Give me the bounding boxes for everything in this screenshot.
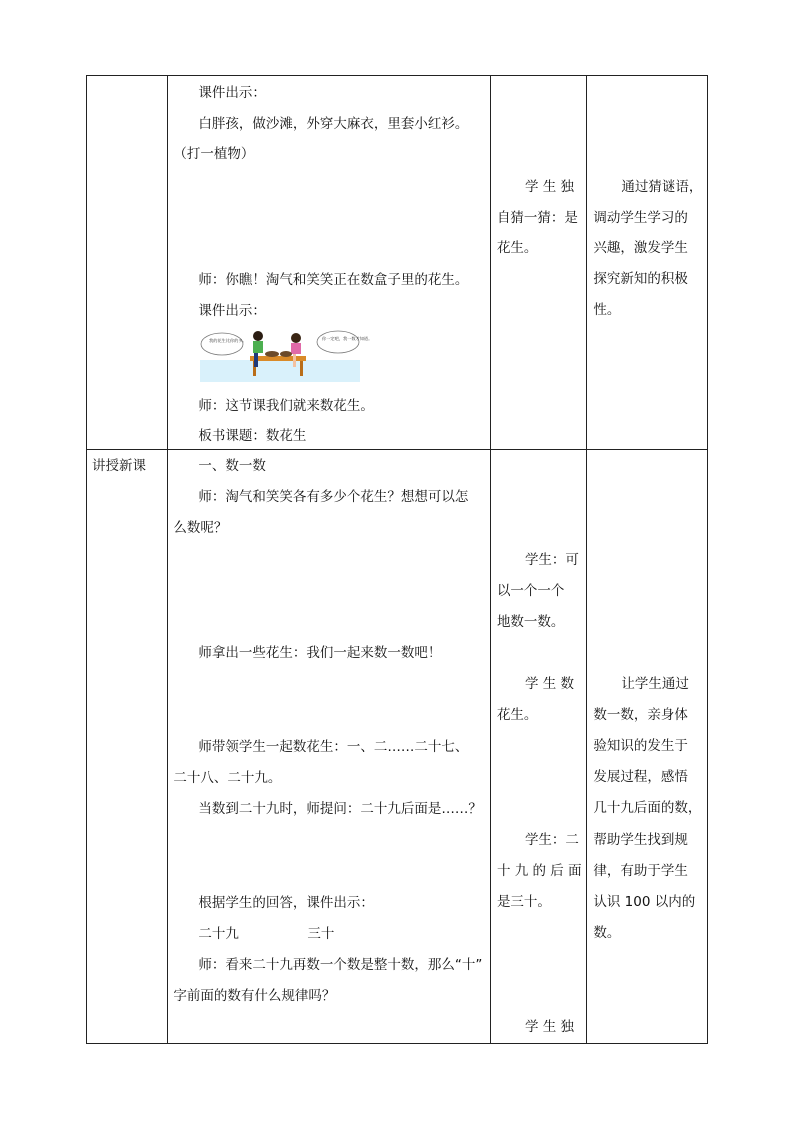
intent-text: 通过猜谜语， [621, 179, 703, 195]
text-line: 课件出示： [198, 303, 266, 319]
text-line: 课件出示： [198, 85, 266, 101]
floor-shape [200, 360, 360, 382]
intent-text: 调动学生学习的 [593, 210, 688, 226]
text-line: 师：看来二十九再数一个数是整十数，那么“十” [198, 957, 483, 973]
student-activity-cell [490, 76, 586, 450]
stage-cell [87, 450, 168, 1044]
boy-leg [254, 353, 258, 367]
intent-text: 律，有助于学生 [593, 863, 688, 879]
riddle-hint: （打一植物） [173, 146, 255, 162]
girl-body [291, 343, 301, 354]
bubble-right-text: 你一定吧，我一数才知道。 [322, 336, 373, 341]
text-line: 师拿出一些花生：我们一起来数一数吧！ [198, 645, 442, 661]
student-text: 学 生 独 [524, 179, 575, 195]
intent-text: 数一数，亲身体 [593, 707, 688, 723]
section-heading: 一、数一数 [198, 458, 266, 474]
teacher-activity-cell [168, 76, 491, 450]
text-line: 二十八、二十九。 [173, 770, 282, 786]
table-row [87, 76, 708, 450]
intent-text: 验知识的发生于 [593, 738, 688, 754]
intent-text: 让学生通过 [621, 676, 689, 692]
text-line: 当数到二十九时，师提问：二十九后面是……？ [198, 801, 482, 817]
intent-text: 几十九后面的数， [593, 800, 702, 816]
student-text: 花生。 [496, 707, 538, 723]
riddle-line: 白胖孩，做沙滩，外穿大麻衣，里套小红衫。 [198, 116, 469, 132]
intent-text: 性。 [593, 302, 621, 318]
girl-leg [293, 354, 296, 367]
intent-text: 帮助学生找到规 [593, 832, 688, 848]
peanut-box [280, 351, 292, 357]
lesson-title-line: 板书课题：数花生 [198, 428, 307, 444]
student-text: 花生。 [496, 240, 538, 256]
text-line: 根据学生的回答，课件出示： [198, 895, 374, 911]
student-text: 以一个一个 [496, 583, 565, 599]
intent-text: 探究新知的积极 [593, 271, 688, 287]
text-line: 师：淘气和笑笑各有多少个花生？想想可以怎 [198, 489, 469, 505]
student-text: 地数一数。 [496, 614, 565, 630]
counting-peanuts-illustration [200, 330, 373, 382]
girl-head [291, 333, 301, 343]
text-line: 师带领学生一起数花生：一、二……二十七、 [198, 739, 469, 755]
speech-bubble-left [201, 333, 243, 355]
peanut-box [265, 351, 279, 357]
table-row [87, 450, 708, 1044]
student-text: 学生：二 [524, 832, 579, 848]
bubble-left-text: 我的花生比你的多。 [209, 338, 248, 343]
student-text: 学生：可 [524, 552, 579, 568]
student-text: 学 生 数 [524, 676, 575, 692]
intent-text: 兴趣，激发学生 [593, 240, 688, 256]
intent-text: 认识 100 以内的 [593, 894, 696, 910]
boy-body [253, 341, 263, 353]
table-top [250, 356, 306, 361]
table-leg [300, 361, 303, 376]
student-text: 是三十。 [496, 894, 551, 910]
intent-text: 发展过程，感悟 [593, 769, 688, 785]
stage-label: 讲授新课 [92, 458, 146, 474]
student-activity-cell [490, 450, 586, 1044]
stage-cell [87, 76, 168, 450]
teacher-activity-cell [168, 450, 491, 1044]
design-intent-cell [587, 450, 708, 1044]
student-text: 十 九 的 后 面 [496, 863, 582, 879]
lesson-plan-table [86, 75, 708, 1044]
number-after: 三十 [307, 926, 335, 942]
text-line: 字前面的数有什么规律吗？ [173, 988, 336, 1004]
text-line: 么数呢？ [173, 520, 228, 536]
boy-head [253, 331, 263, 341]
design-intent-cell [587, 76, 708, 450]
student-text: 自猜一猜：是 [496, 210, 578, 226]
text-line: 师：你瞧！淘气和笑笑正在数盒子里的花生。 [198, 272, 469, 288]
text-line: 师：这节课我们就来数花生。 [198, 398, 374, 414]
speech-bubble-right [317, 331, 359, 353]
intent-text: 数。 [593, 925, 621, 941]
student-text: 学 生 独 [524, 1019, 575, 1035]
number-before: 二十九 [198, 926, 239, 942]
